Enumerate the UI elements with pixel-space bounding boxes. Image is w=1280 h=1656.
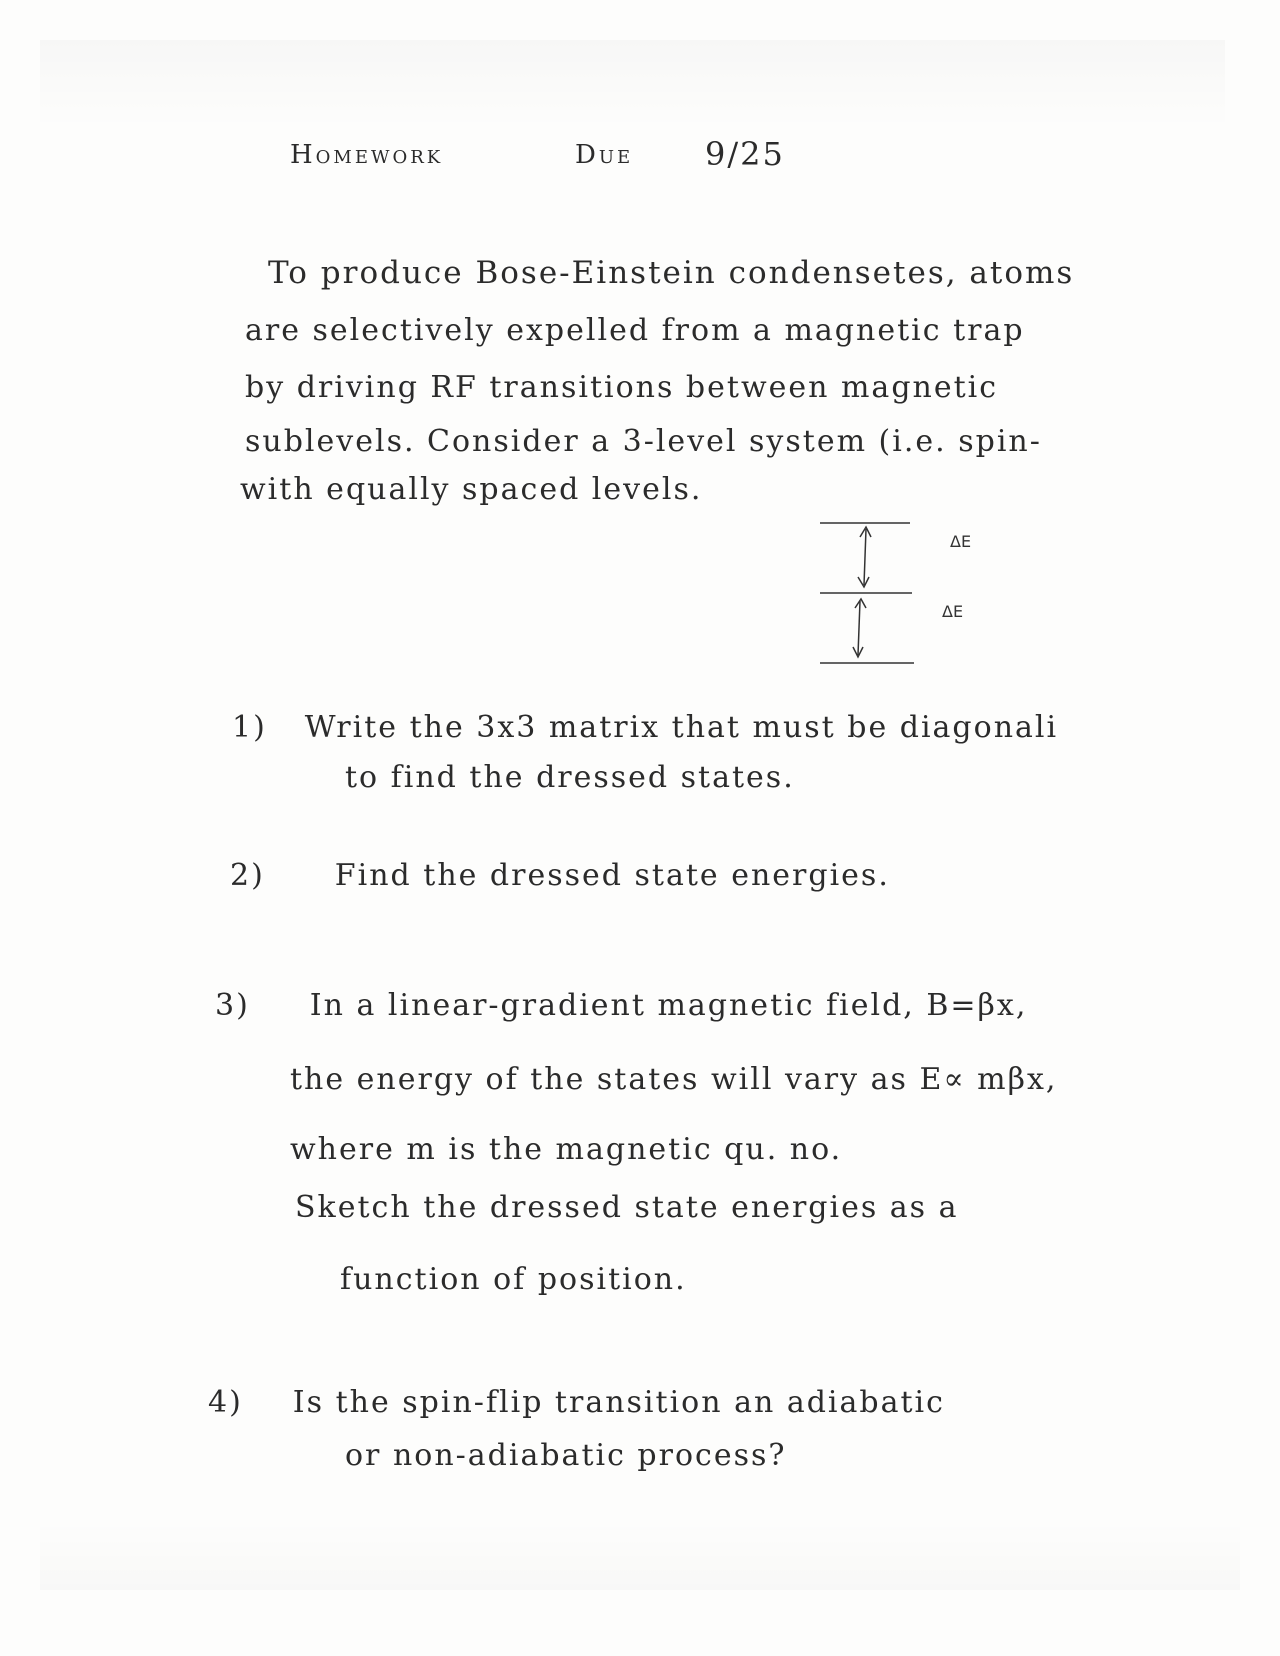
question-2-number: 2) xyxy=(230,858,265,893)
question-3-line-1 xyxy=(215,988,1027,1023)
question-4-number: 4) xyxy=(208,1385,243,1420)
energy-level-diagram xyxy=(800,505,1000,670)
header-homework: Homework xyxy=(290,140,444,170)
intro-line-2: are selectively expelled from a magnetic trap xyxy=(245,313,1025,348)
question-4-line-2: or non-adiabatic process? xyxy=(345,1438,787,1473)
question-3-line-4: Sketch the dressed state energies as a xyxy=(295,1190,959,1225)
header-date: 9/25 xyxy=(705,135,785,173)
question-3-text: In a linear-gradient magnetic field, B=βx, xyxy=(309,988,1028,1023)
intro-line-3: by driving RF transitions between magnetic xyxy=(245,370,999,405)
question-3-line-3: where m is the magnetic qu. no. xyxy=(290,1132,843,1167)
upper-double-arrow xyxy=(858,527,871,587)
question-2-line-1 xyxy=(230,858,890,893)
scan-shadow-top xyxy=(40,40,1225,130)
question-1-line-1 xyxy=(232,710,1058,745)
question-3-line-2: the energy of the states will vary as E∝ mβx, xyxy=(290,1062,1058,1097)
question-3-line-5: function of position. xyxy=(340,1262,687,1297)
intro-line-5: with equally spaced levels. xyxy=(240,472,703,507)
question-1-number: 1) xyxy=(232,710,267,745)
header-due: Due xyxy=(575,140,634,170)
question-4-line-1 xyxy=(208,1385,945,1420)
question-1-line-2: to find the dressed states. xyxy=(345,760,795,795)
question-2-text: Find the dressed state energies. xyxy=(334,858,890,893)
lower-gap-label: ΔE xyxy=(942,602,964,621)
intro-line-1: To produce Bose-Einstein condensetes, atoms xyxy=(268,255,1075,291)
lower-double-arrow xyxy=(853,599,866,657)
question-1-text: Write the 3x3 matrix that must be diagonali xyxy=(304,710,1059,745)
question-3-number: 3) xyxy=(215,988,250,1023)
upper-gap-label: ΔE xyxy=(950,532,972,551)
intro-line-4: sublevels. Consider a 3-level system (i.e. spin- xyxy=(245,424,1042,459)
question-4-text: Is the spin-flip transition an adiabatic xyxy=(292,1385,945,1420)
scan-shadow-bottom xyxy=(40,1520,1240,1590)
